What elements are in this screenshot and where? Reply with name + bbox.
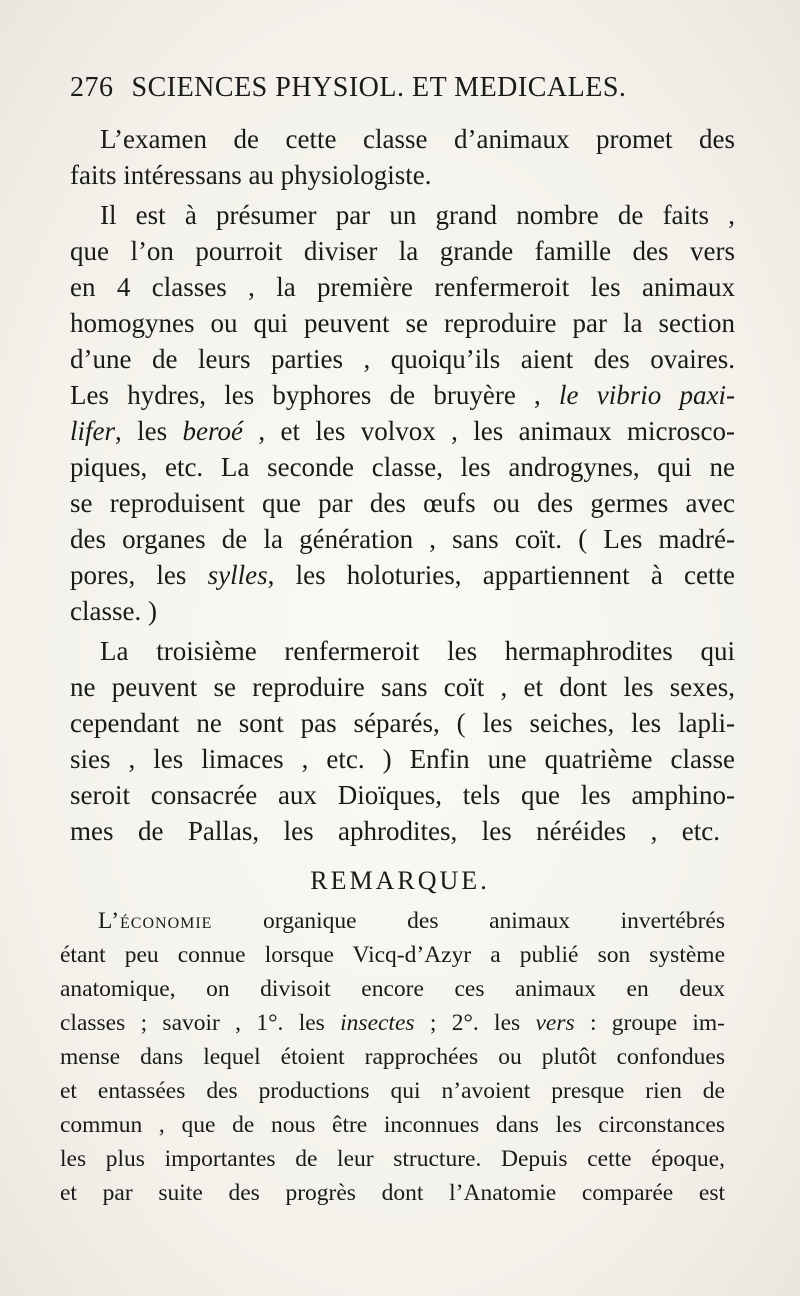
italic-term: le vibrio paxi- — [559, 380, 735, 410]
text-span: ; 2°. les — [414, 1010, 536, 1036]
text-line: se reproduisent que par des œufs ou des germes avec — [70, 488, 735, 518]
running-title: SCIENCES PHYSIOL. ET MEDICALES. — [131, 72, 627, 103]
text-line: les plus importantes de leur structure. Depuis cette époque, — [60, 1146, 725, 1172]
text-span: , et les volvox , les animaux microsco- — [243, 416, 735, 446]
italic-term: beroé — [182, 416, 243, 446]
text-line: sies , les limaces , etc. ) Enfin une quatrième classe — [70, 744, 735, 774]
text-line: classe. ) — [70, 596, 157, 626]
text-line: cependant ne sont pas séparés, ( les seiches, les lapli- — [70, 708, 735, 738]
text-line: et entassées des productions qui n’avoient presque rien de — [60, 1078, 725, 1104]
text-line: anatomique, on divisoit encore ces animaux en deux — [60, 976, 725, 1002]
text-line: La troisième renfermeroit les hermaphrodites qui — [100, 636, 735, 666]
italic-term: sylles — [207, 560, 268, 590]
text-line: L’examen de cette classe d’animaux promet des — [100, 124, 735, 154]
page-header — [70, 72, 710, 104]
text-line: homogynes ou qui peuvent se reproduire par la section — [70, 308, 735, 338]
section-heading: REMARQUE. — [310, 866, 490, 895]
text-line: d’une de leurs parties , quoiqu’ils aient des ovaires. — [70, 344, 735, 374]
text-span: , les — [115, 416, 183, 446]
text-line — [70, 414, 735, 448]
text-span: : groupe im- — [574, 1010, 725, 1036]
text-line: en 4 classes , la première renfermeroit les animaux — [70, 272, 735, 302]
text-span: organique des animaux invertébrés — [212, 908, 725, 934]
small-caps-word: L’économie — [98, 908, 213, 934]
text-line: commun , que de nous être inconnues dans les circonstances — [60, 1112, 725, 1138]
text-line: des organes de la génération , sans coït. ( Les madré- — [70, 524, 735, 554]
text-line — [98, 904, 725, 938]
text-span: classes ; savoir , 1°. les — [60, 1010, 341, 1036]
italic-term: vers — [535, 1010, 575, 1036]
italic-term: insectes — [340, 1010, 415, 1036]
text-line: faits intéressans au physiologiste. — [70, 160, 432, 190]
text-line — [60, 1006, 725, 1040]
text-line: mense dans lequel étoient rapprochées ou plutôt confondues — [60, 1044, 725, 1070]
text-line: seroit consacrée aux Dioïques, tels que les amphino- — [70, 780, 735, 810]
text-line: et par suite des progrès dont l’Anatomie comparée est — [60, 1180, 725, 1206]
text-span: pores, les — [70, 560, 208, 590]
text-line: piques, etc. La seconde classe, les androgynes, qui ne — [70, 452, 735, 482]
text-line: Il est à présumer par un grand nombre de faits , — [100, 200, 735, 230]
text-line — [70, 558, 735, 592]
text-line: que l’on pourroit diviser la grande famille des vers — [70, 236, 735, 266]
text-line: étant peu connue lorsque Vicq-d’Azyr a publié son système — [60, 942, 725, 968]
italic-term: lifer — [70, 416, 115, 446]
text-line: ne peuvent se reproduire sans coït , et dont les sexes, — [70, 672, 735, 702]
text-span: Les hydres, les byphores de bruyère , — [70, 380, 560, 410]
text-span: , les holoturies, appartiennent à cette — [267, 560, 735, 590]
text-line — [70, 378, 735, 412]
text-line: mes de Pallas, les aphrodites, les néréides , etc. — [70, 816, 720, 846]
page-number: 276 — [70, 72, 114, 103]
